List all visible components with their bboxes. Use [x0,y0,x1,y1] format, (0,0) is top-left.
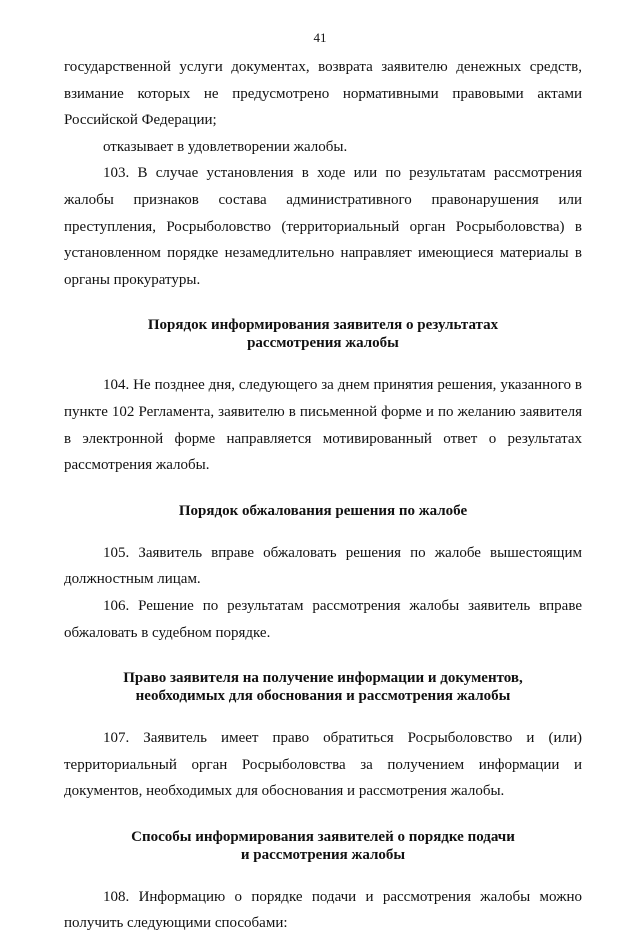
section-heading [64,502,582,520]
spacer [64,479,582,502]
section-heading [64,828,582,864]
paragraph: 106. Решение по результатам рассмотрения жалобы заявитель вправе обжаловать в судебном порядке. [64,597,582,641]
section-heading-line: Способы информирования заявителей о порядке подачи [131,828,515,845]
paragraph: 107. Заявитель имеет право обратиться Росрыболовство и (или) территориальный орган Росрыболовства за получением информации и документов, необходимых для обоснования и рассмотрения жалобы. [64,730,582,800]
section-heading [64,316,582,352]
spacer [64,646,582,669]
paragraph: государственной услуги документах, возврата заявителю денежных средств, взимание которых не предусмотрено нормативными правовыми актами Российской Федерации; [64,59,582,129]
paragraph: 105. Заявитель вправе обжаловать решения по жалобе вышестоящим должностным лицам. [64,544,582,588]
spacer [64,705,582,725]
section-heading-line: рассмотрения жалобы [247,335,399,352]
paragraph: отказывает в удовлетворении жалобы. [103,138,348,155]
paragraph: 104. Не позднее дня, следующего за днем принятия решения, указанного в пункте 102 Регламента, заявителю в письменной форме и по желанию заявителя в электронной форме направляется мотивированный ответ о результатах рассмотрения жалобы. [64,377,582,474]
document-body [64,54,582,937]
section-heading [64,669,582,705]
paragraph: 108. Информацию о порядке подачи и рассмотрения жалобы можно получить следующими способами: [64,888,582,932]
section-heading-line: Право заявителя на получение информации и документов, [123,670,523,687]
spacer [64,293,582,316]
section-heading-line: необходимых для обоснования и рассмотрения жалобы [135,688,511,705]
section-heading-line: и рассмотрения жалобы [240,846,406,863]
spacer [64,805,582,828]
section-heading-line: Порядок информирования заявителя о результатах [147,317,499,334]
section-heading-line: Порядок обжалования решения по жалобе [178,502,468,519]
page-number: 41 [313,30,327,45]
spacer [64,352,582,372]
spacer [64,520,582,540]
paragraph: 103. В случае установления в ходе или по результатам рассмотрения жалобы признаков состава административного правонарушения или преступления, Росрыболовство (территориальный орган Росрыболовства) в установленном порядке незамедлительно направляет имеющиеся материалы в органы прокуратуры. [64,165,582,288]
spacer [64,864,582,884]
